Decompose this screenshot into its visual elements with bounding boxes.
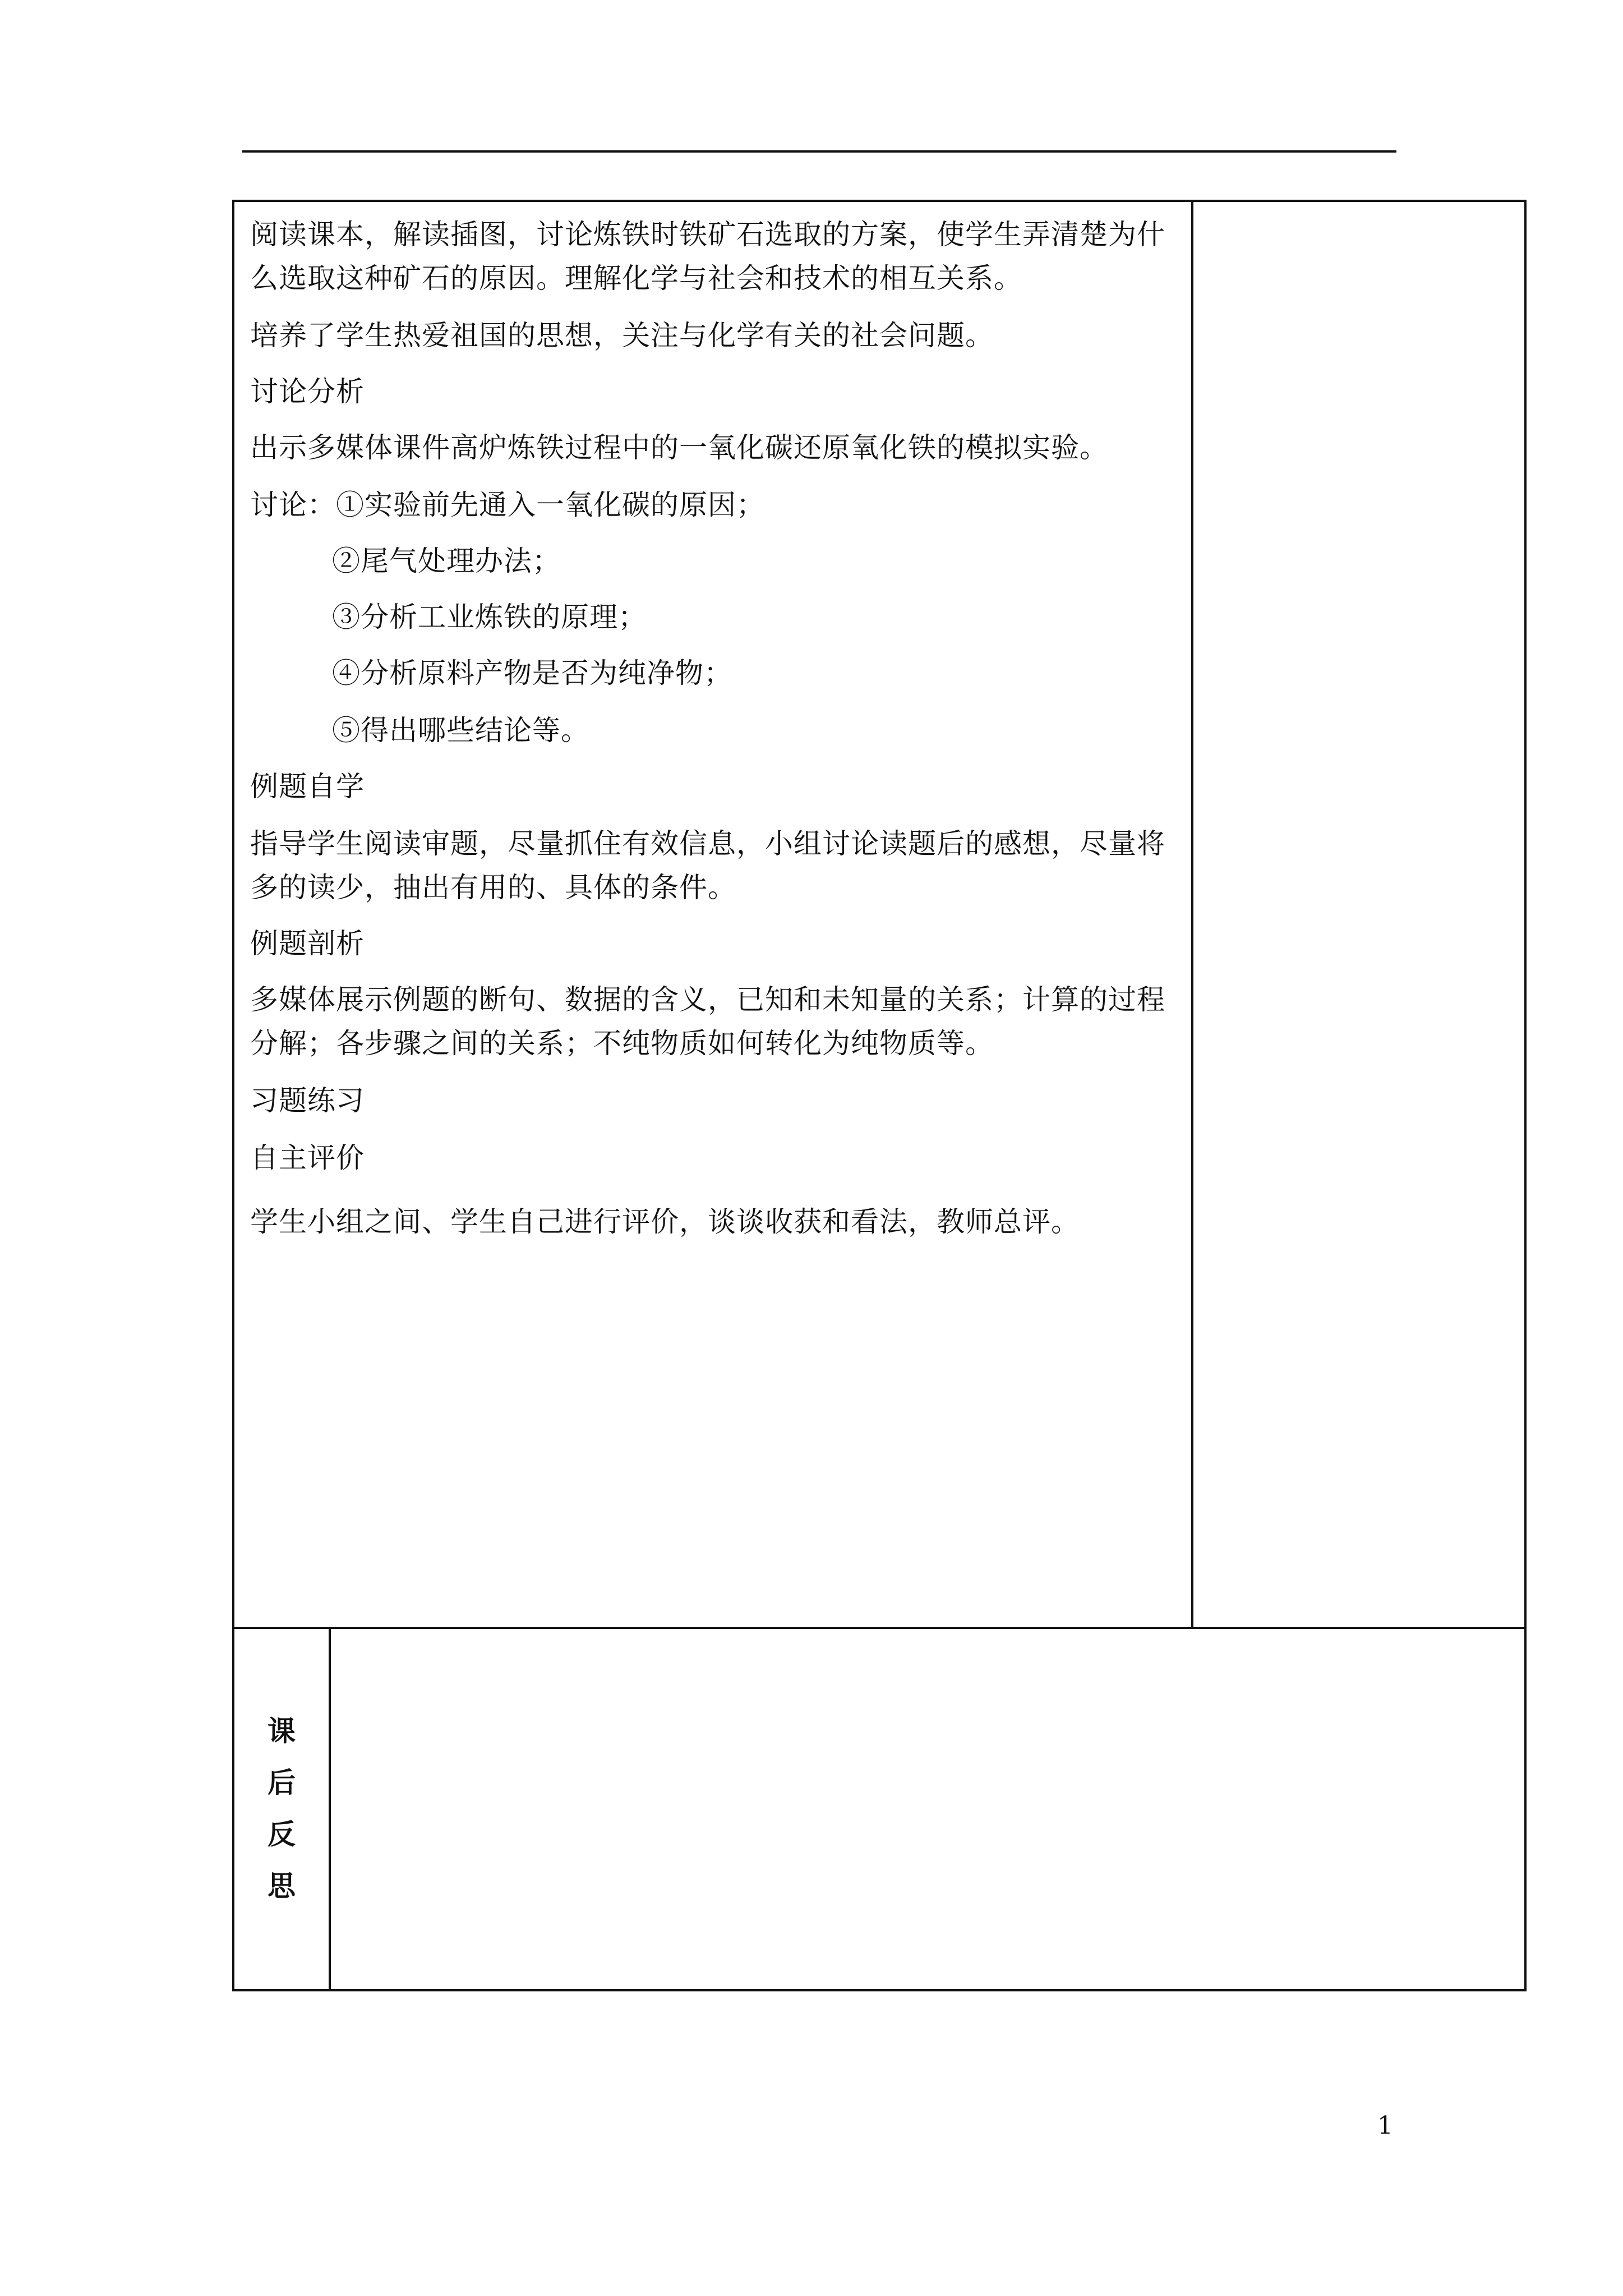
lesson-table [232, 200, 1527, 1991]
reflection-label-divider [329, 1627, 331, 1991]
discussion-item-3: ③分析工业炼铁的原理； [332, 601, 647, 633]
notes-column-divider [1191, 200, 1193, 1629]
text-line: 指导学生阅读审题，尽量抓住有效信息，小组讨论读题后的感想，尽量将 [250, 827, 1165, 860]
text-line: 多媒体展示例题的断句、数据的含义，已知和未知量的关系；计算的过程 [250, 983, 1165, 1016]
header-rule [242, 150, 1396, 153]
section-heading-discussion: 讨论分析 [250, 375, 365, 408]
reflection-label-char: 后 [268, 1766, 296, 1799]
text-line: 出示多媒体课件高炉炼铁过程中的一氧化碳还原氧化铁的模拟实验。 [250, 431, 1108, 464]
reflection-label-char: 思 [268, 1870, 296, 1902]
reflection-label-char: 课 [268, 1715, 296, 1747]
text-line: 阅读课本，解读插图，讨论炼铁时铁矿石选取的方案，使学生弄清楚为什 [250, 218, 1165, 251]
section-heading-exercises: 习题练习 [250, 1084, 365, 1117]
section-heading-self-study: 例题自学 [250, 770, 365, 803]
section-heading-evaluation: 自主评价 [250, 1142, 365, 1174]
discussion-item-2: ②尾气处理办法； [332, 545, 561, 577]
text-line: 培养了学生热爱祖国的思想，关注与化学有关的社会问题。 [250, 319, 994, 352]
text-line: 多的读少，抽出有用的、具体的条件。 [250, 871, 736, 904]
discussion-item-4: ④分析原料产物是否为纯净物； [332, 657, 732, 689]
section-heading-analysis: 例题剖析 [250, 927, 365, 960]
reflection-label [258, 1705, 305, 1912]
text-line: 学生小组之间、学生自己进行评价，谈谈收获和看法，教师总评。 [250, 1205, 1080, 1238]
page-number: 1 [1377, 2111, 1393, 2140]
text-line: 么选取这种矿石的原因。理解化学与社会和技术的相互关系。 [250, 262, 1022, 295]
text-line: 分解；各步骤之间的关系；不纯物质如何转化为纯物质等。 [250, 1027, 994, 1060]
reflection-label-char: 反 [268, 1818, 296, 1851]
discussion-item-1: 讨论：①实验前先通入一氧化碳的原因； [250, 489, 765, 521]
discussion-item-5: ⑤得出哪些结论等。 [332, 714, 589, 747]
reflection-row-divider [232, 1627, 1527, 1629]
